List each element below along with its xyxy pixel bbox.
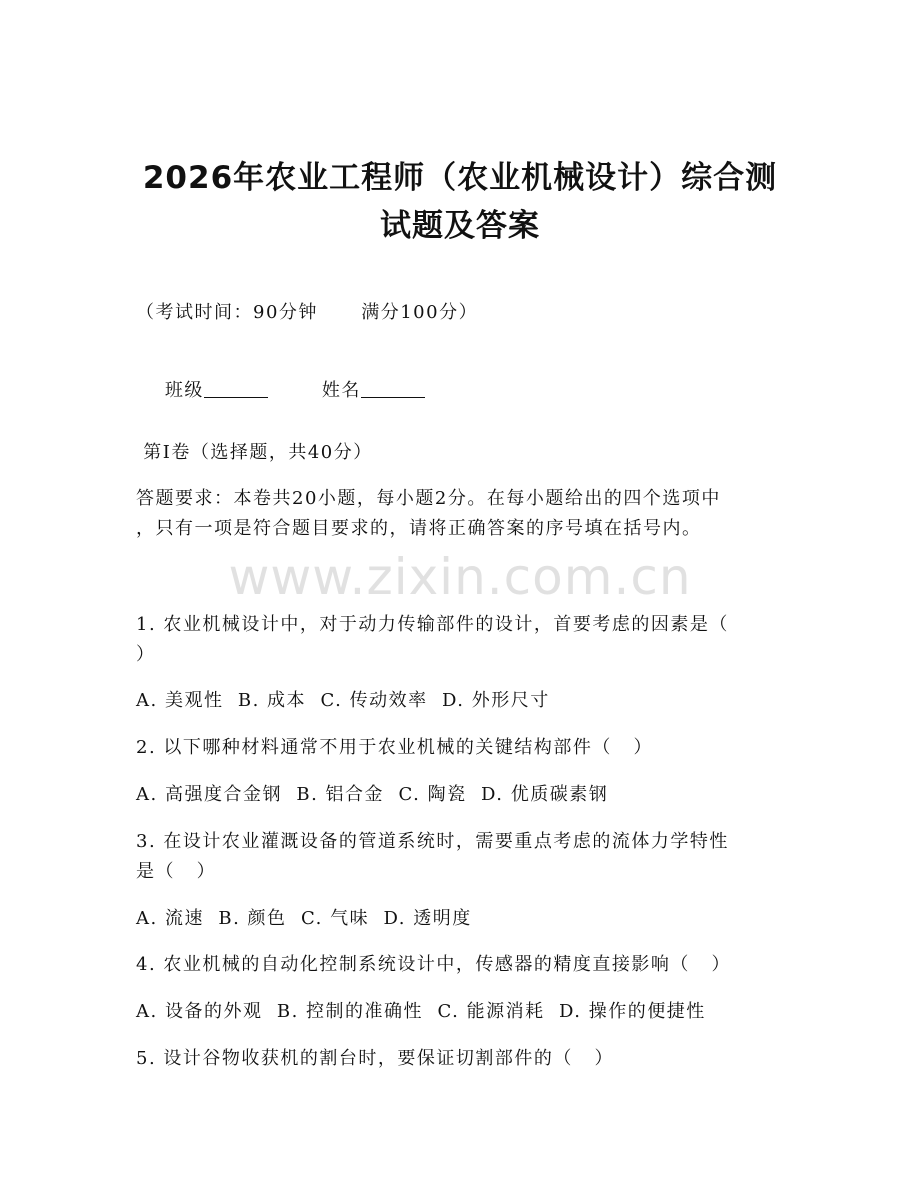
question-5-stem: 5. 设计谷物收获机的割台时，要保证切割部件的（ ）	[136, 1048, 615, 1069]
document-title-line-1: 2026年农业工程师（农业机械设计）综合测	[142, 160, 778, 196]
watermark: www.zixin.com.cn	[228, 548, 692, 606]
question-3-stem-line-2: 是（ ）	[136, 861, 217, 882]
document-title-line-2: 试题及答案	[380, 208, 540, 244]
question-4-options: A. 设备的外观 B. 控制的准确性 C. 能源消耗 D. 操作的便捷性	[136, 1001, 706, 1022]
question-3-stem-line-1: 3. 在设计农业灌溉设备的管道系统时，需要重点考虑的流体力学特性	[136, 831, 729, 852]
class-label: 班级	[164, 380, 204, 401]
question-2-stem: 2. 以下哪种材料通常不用于农业机械的关键结构部件（ ）	[136, 737, 654, 758]
question-4-stem: 4. 农业机械的自动化控制系统设计中，传感器的精度直接影响（ ）	[136, 954, 732, 975]
exam-info: （考试时间：90分钟 满分100分）	[136, 302, 479, 323]
question-2-options: A. 高强度合金钢 B. 铝合金 C. 陶瓷 D. 优质碳素钢	[136, 784, 609, 805]
class-blank	[204, 379, 268, 398]
question-1-stem-line-2: ）	[136, 644, 156, 665]
question-1-options: A. 美观性 B. 成本 C. 传动效率 D. 外形尺寸	[136, 690, 550, 711]
question-1-stem-line-1: 1. 农业机械设计中，对于动力传输部件的设计，首要考虑的因素是（	[136, 614, 729, 635]
instructions-line-2: ，只有一项是符合题目要求的，请将正确答案的序号填在括号内。	[136, 518, 702, 539]
student-fields	[136, 346, 796, 436]
name-blank	[361, 379, 425, 398]
question-3-options: A. 流速 B. 颜色 C. 气味 D. 透明度	[136, 908, 472, 929]
instructions-line-1: 答题要求：本卷共20小题，每小题2分。在每小题给出的四个选项中	[136, 488, 721, 509]
section-heading: 第Ⅰ卷（选择题，共40分）	[136, 442, 373, 463]
name-label: 姓名	[321, 380, 361, 401]
